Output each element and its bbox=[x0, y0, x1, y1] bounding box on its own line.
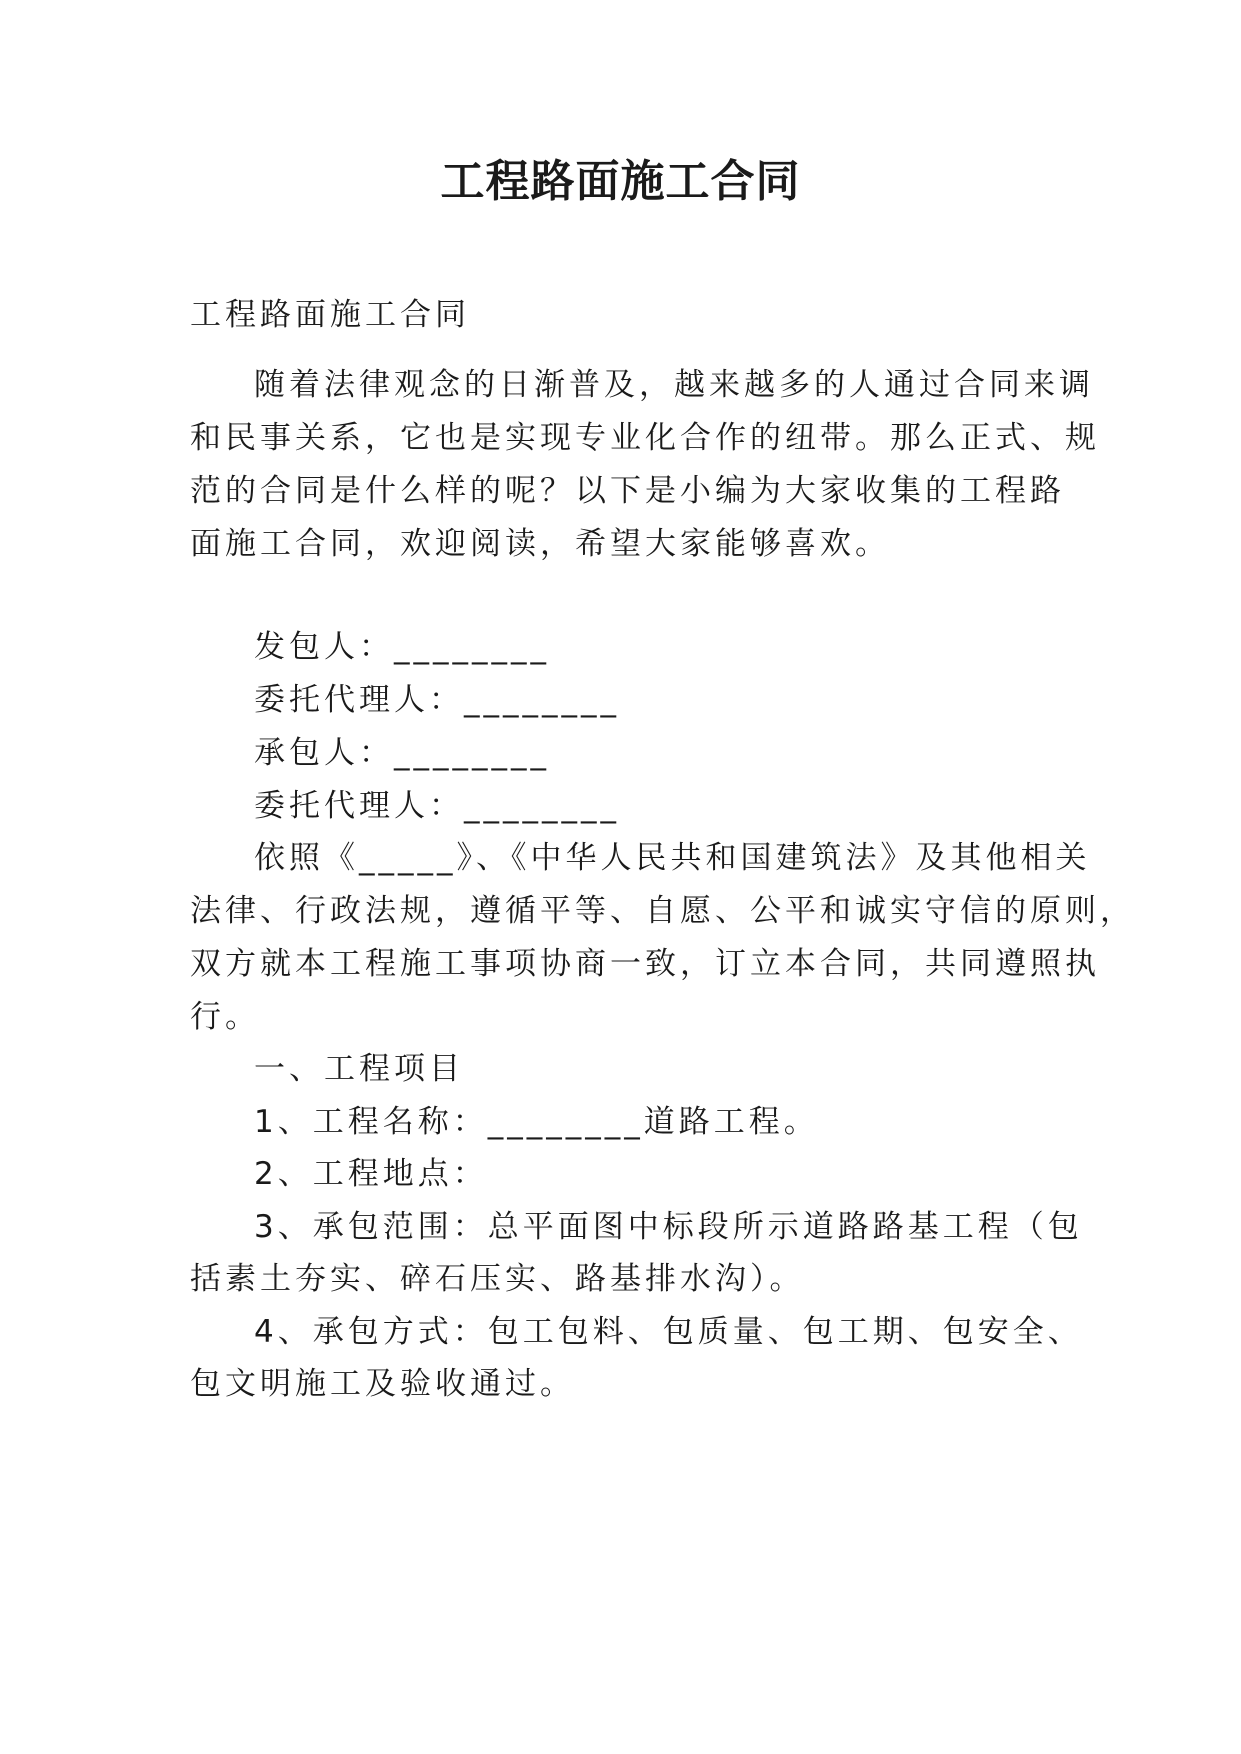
intro-line: 面施工合同，欢迎阅读，希望大家能够喜欢。 bbox=[190, 526, 890, 562]
basis-line: 法律、行政法规，遵循平等、自愿、公平和诚实守信的原则， bbox=[190, 893, 1135, 929]
basis-line: 双方就本工程施工事项协商一致，订立本合同，共同遵照执 bbox=[190, 946, 1100, 982]
document-title: 工程路面施工合同 bbox=[440, 156, 801, 207]
basis-line: 行。 bbox=[190, 999, 260, 1035]
intro-line: 随着法律观念的日渐普及，越来越多的人通过合同来调 bbox=[254, 367, 1094, 403]
project-name-line: 1、工程名称：________道路工程。 bbox=[254, 1104, 819, 1140]
section-heading: 一、工程项目 bbox=[254, 1051, 464, 1087]
employer-line: 发包人：________ bbox=[254, 629, 550, 665]
method-line: 4、承包方式：包工包料、包质量、包工期、包安全、 bbox=[254, 1314, 1083, 1350]
employer-agent-line: 委托代理人：________ bbox=[254, 682, 620, 718]
intro-line: 范的合同是什么样的呢？以下是小编为大家收集的工程路 bbox=[190, 473, 1065, 509]
basis-line: 依照《_____》、《中华人民共和国建筑法》及其他相关 bbox=[254, 840, 1091, 876]
contractor-line: 承包人：________ bbox=[254, 735, 550, 771]
intro-line: 和民事关系，它也是实现专业化合作的纽带。那么正式、规 bbox=[190, 420, 1100, 456]
scope-line: 3、承包范围：总平面图中标段所示道路路基工程（包 bbox=[254, 1209, 1083, 1245]
contractor-agent-line: 委托代理人：________ bbox=[254, 788, 620, 824]
method-line: 包文明施工及验收通过。 bbox=[190, 1366, 575, 1402]
document-subtitle: 工程路面施工合同 bbox=[190, 297, 470, 333]
project-location-line: 2、工程地点： bbox=[254, 1156, 488, 1192]
scope-line: 括素土夯实、碎石压实、路基排水沟）。 bbox=[190, 1261, 805, 1297]
